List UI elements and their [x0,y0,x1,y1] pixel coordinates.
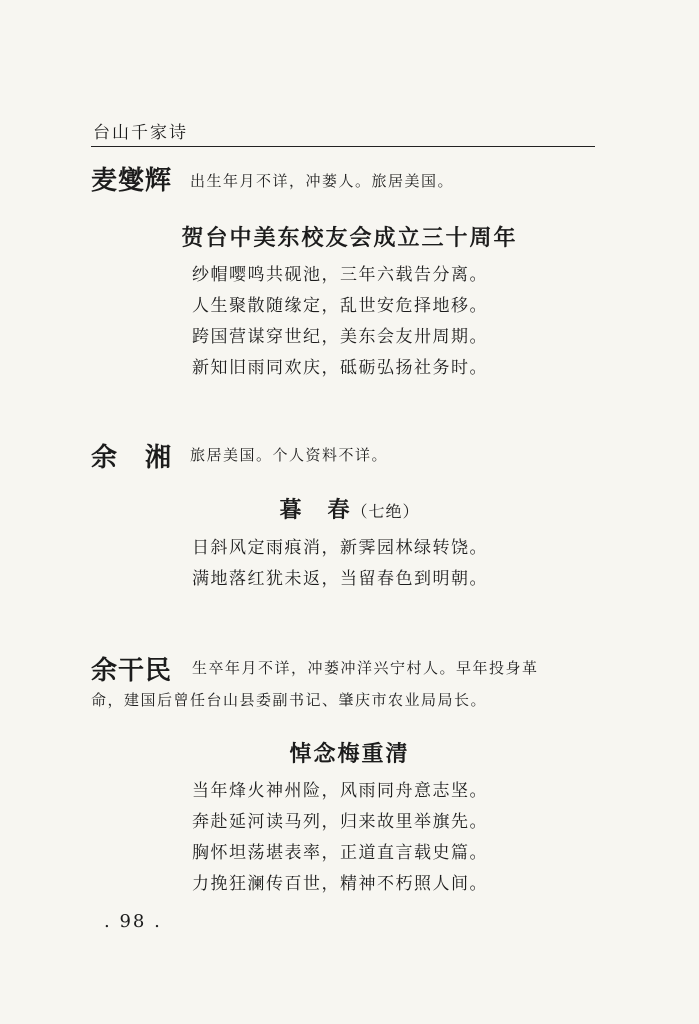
poem-line: 人生聚散随缘定，乱世安危择地移。 [192,296,488,316]
poem-line: 力挽狂澜传百世，精神不朽照人间。 [192,874,488,894]
poem-line: 跨国营谋穿世纪，美东会友卅周期。 [192,327,488,347]
poem-form-note: （七绝） [351,502,420,521]
poem-title-text: 贺台中美东校友会成立三十周年 [181,226,518,251]
poem-title [0,493,699,524]
poem-body [192,260,488,384]
poem-line: 奔赴延河读马列，归来故里举旗先。 [192,812,488,832]
poem-body [192,776,488,900]
poem-title [0,221,699,252]
author-name: 麦燮辉 [91,166,173,196]
poem-title-text: 暮 春 [279,498,352,523]
author-name: 余干民 [91,656,173,686]
running-head: 台山千家诗 [93,123,188,143]
poem-line: 新知旧雨同欢庆，砥砺弘扬社务时。 [192,358,488,378]
author-bio: 生卒年月不详，冲蒌冲洋兴宁村人。早年投身革 [192,659,539,677]
poem-line: 纱帽嘤鸣共砚池，三年六载告分离。 [192,265,488,285]
poem-title [0,737,699,768]
page-number: . 98 . [104,911,162,932]
header-rule [91,146,595,147]
poem-title-text: 悼念梅重清 [289,742,410,767]
poem-body [192,533,488,595]
poem-line: 满地落红犹未返，当留春色到明朝。 [192,569,488,589]
poem-line: 日斜风定雨痕消，新霁园林绿转饶。 [192,538,488,558]
poem-line: 胸怀坦荡堪表率，正道直言载史篇。 [192,843,488,863]
author-bio: 旅居美国。个人资料不详。 [190,446,389,464]
author-name: 余 湘 [91,443,173,473]
poem-line: 当年烽火神州险，风雨同舟意志坚。 [192,781,488,801]
author-bio-continued: 命，建国后曾任台山县委副书记、肇庆市农业局局长。 [91,691,488,709]
author-bio: 出生年月不详，冲蒌人。旅居美国。 [190,172,455,190]
